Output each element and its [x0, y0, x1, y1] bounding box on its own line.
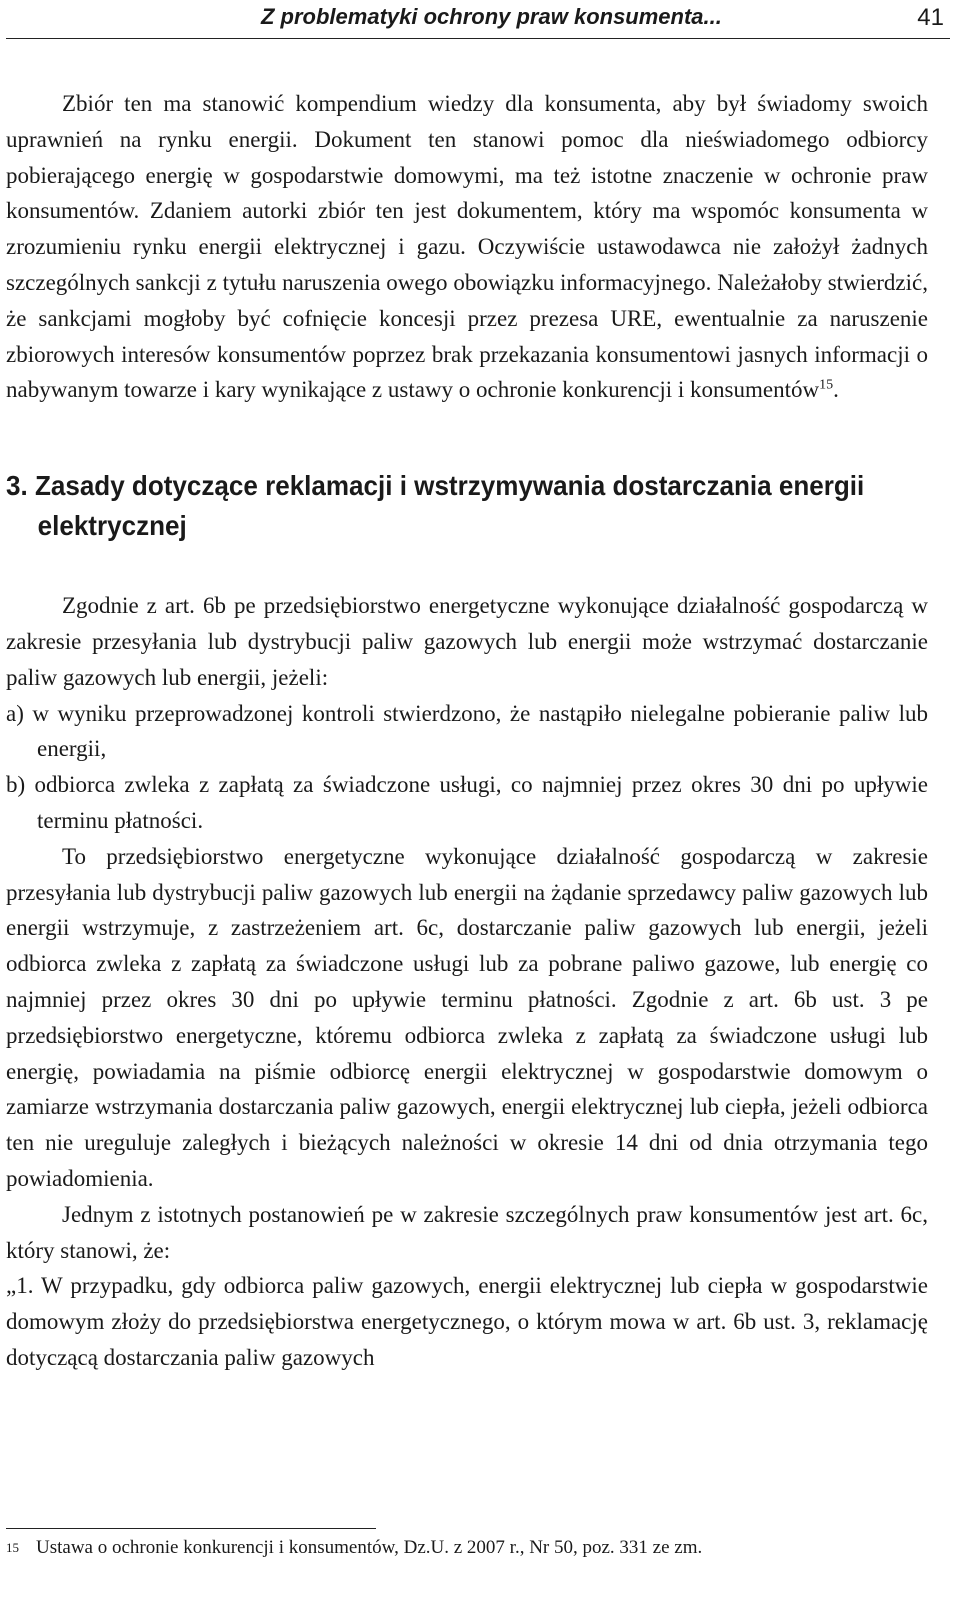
list-item-a: a) w wyniku przeprowadzonej kontroli stwierdzono, że nastąpiło nielegalne pobieranie paliw lub energii,: [6, 700, 928, 762]
page-number: 41: [917, 4, 944, 31]
paragraph-4: Jednym z istotnych postanowień pe w zakresie szczególnych praw konsumentów jest art. 6c, który stanowi, że:: [6, 1201, 928, 1263]
footnote-number: 15: [6, 1540, 19, 1555]
paragraph-1-end: .: [833, 377, 839, 403]
quoted-article: „1. W przypadku, gdy odbiorca paliw gazowych, energii elektrycznej lub ciepła w gospodarstwie domowym złoży do przedsiębiorstwa energetycznego, o którym mowa w art. 6b ust. 3, reklamację dotyczącą dostarczania paliw gazowych: [6, 1273, 928, 1370]
page-body: [6, 86, 928, 1376]
section-heading: 3. Zasady dotyczące reklamacji i wstrzymywania dostarczania energii elektrycznej: [6, 470, 865, 542]
paragraph-2: Zgodnie z art. 6b pe przedsiębiorstwo energetyczne wykonujące działalność gospodarczą w zakresie przesyłania lub dystrybucji paliw gazowych lub energii może wstrzymać dostarczanie paliw gazowych lub energii, jeżeli:: [6, 593, 928, 690]
paragraph-1-text: Zbiór ten ma stanowić kompendium wiedzy dla konsumenta, aby był świadomy swoich uprawnień na rynku energii. Dokument ten stanowi pomoc dla nieświadomego odbiorcy pobierającego energię w gospodarstwie domowymi, ma też istotne znaczenie w ochronie praw konsumentów. Zdaniem autorki zbiór ten jest dokumentem, który ma wspomóc konsumenta w zrozumieniu rynku energii elektrycznej i gazu. Oczywiście ustawodawca nie założył żadnych szczególnych sankcji z tytułu naruszenia owego obowiązku informacyjnego. Należałoby stwierdzić, że sankcjami mogłoby być cofnięcie koncesji przez prezesa URE, ewentualnie za naruszenie zbiorowych interesów konsumentów poprzez brak przekazania konsumentowi jasnych informacji o nabywanym towarze i kary wynikające z ustawy o ochronie konkurencji i konsumentów: [6, 91, 928, 403]
footnote: [6, 1536, 928, 1560]
paragraph-1: [6, 86, 928, 408]
footnote-text: Ustawa o ochronie konkurencji i konsumentów, Dz.U. z 2007 r., Nr 50, poz. 331 ze zm.: [36, 1537, 703, 1558]
paragraph-3: To przedsiębiorstwo energetyczne wykonujące działalność gospodarczą w zakresie przesyłania lub dystrybucji paliw gazowych lub energii na żądanie sprzedawcy paliw gazowych lub energii wstrzymuje, z zastrzeżeniem art. 6c, dostarczanie paliw gazowych lub energii, jeżeli odbiorca zwleka z zapłatą za świadczone usługi lub za pobrane paliwo gazowe, lub energię co najmniej przez okres 30 dni po upływie terminu płatności. Zgodnie z art. 6b ust. 3 pe przedsiębiorstwo energetyczne, któremu odbiorca zwleka z zapłatą za świadczone usługi lub energię, powiadamia na piśmie odbiorcę energii elektrycznej w gospodarstwie domowym o zamiarze wstrzymania dostarczania paliw gazowych, energii elektrycznej lub ciepła, jeżeli odbiorca ten nie ureguluje zaległych i bieżących należności w okresie 14 dni od dnia otrzymania tego powiadomienia.: [6, 843, 928, 1191]
list-item-b: b) odbiorca zwleka z zapłatą za świadczone usługi, co najmniej przez okres 30 dni po upływie terminu płatności.: [6, 772, 928, 833]
footnote-separator: [6, 1528, 376, 1529]
footnote-ref-15: 15: [819, 377, 834, 393]
running-title: Z problematyki ochrony praw konsumenta...: [261, 4, 722, 29]
running-header: [6, 0, 950, 39]
